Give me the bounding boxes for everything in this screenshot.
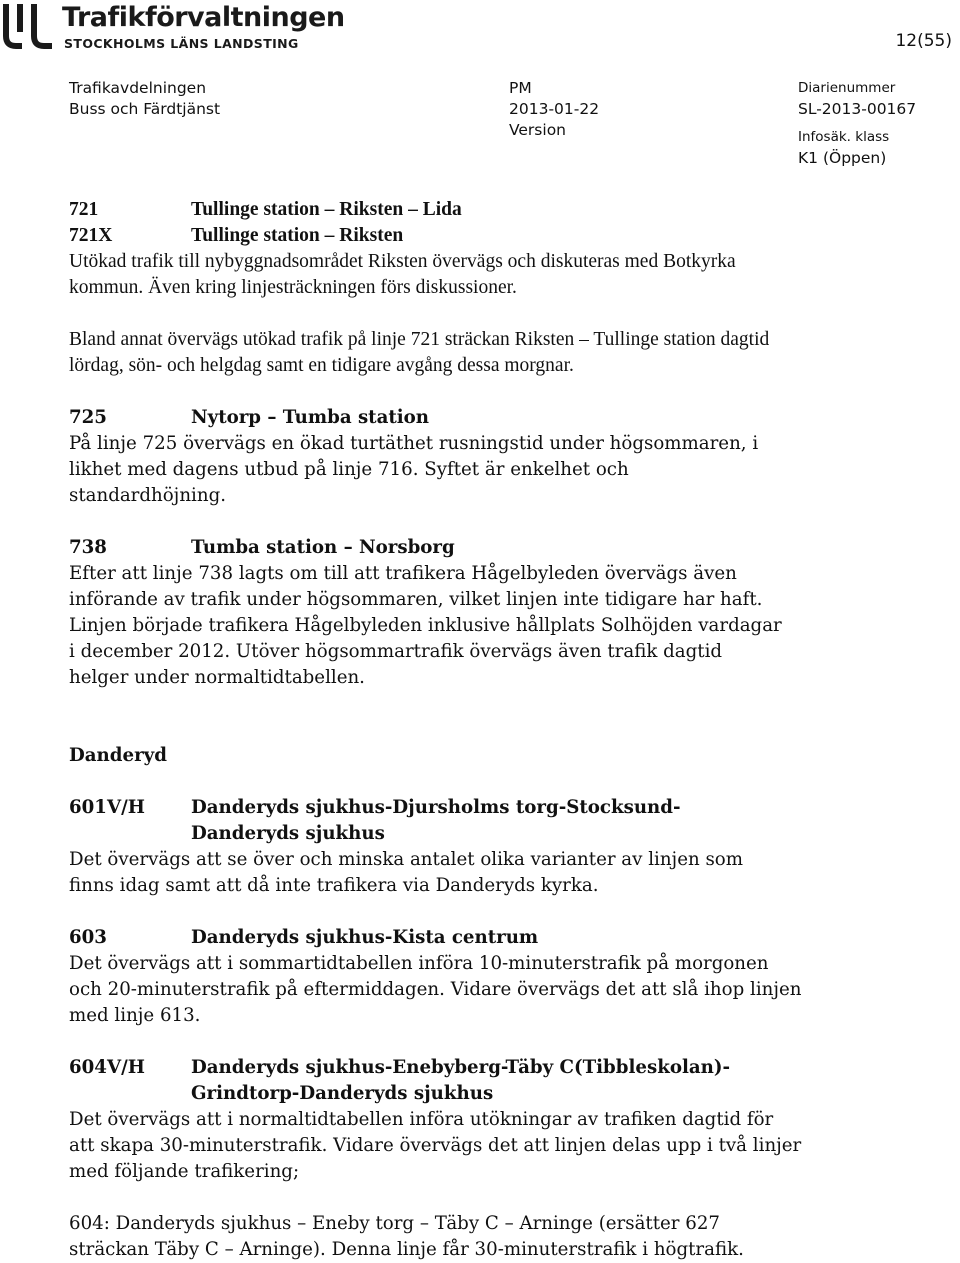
registry-label: Diarienummer <box>798 80 896 96</box>
route-heading-725 <box>69 405 929 431</box>
route-number: 721X <box>69 225 113 246</box>
route-name-line2: Grindtorp-Danderyds sjukhus <box>191 1083 494 1104</box>
paragraph: Bland annat övervägs utökad trafik på linje 721 sträckan Riksten – Tullinge station dagtid lördag, sön- och helgdag samt en tidigare avgång dessa morgnar. <box>69 329 770 376</box>
classification-label: Infosäk. klass <box>798 129 890 145</box>
route-name <box>191 1055 730 1107</box>
route-number: 738 <box>69 537 107 558</box>
header-document-info <box>509 78 599 141</box>
logo-subtitle: STOCKHOLMS LÄNS LANDSTING <box>64 36 299 51</box>
route-name-line2: Danderyds sjukhus <box>191 823 385 844</box>
paragraph: Utökad trafik till nybyggnadsområdet Riksten övervägs och diskuteras med Botkyrka kommun. Även kring linjesträckningen förs diskussioner. <box>69 251 736 298</box>
route-heading-604 <box>69 1055 929 1107</box>
header-department <box>69 78 220 120</box>
document-type: PM <box>509 79 532 97</box>
section-heading: Danderyd <box>69 745 167 766</box>
route-number: 603 <box>69 927 107 948</box>
route-number: 721 <box>69 199 99 220</box>
document-version: Version <box>509 121 566 139</box>
logo-mark-icon <box>2 2 54 50</box>
route-name: Nytorp – Tumba station <box>191 407 430 428</box>
document-body <box>69 197 929 1263</box>
route-heading-601 <box>69 795 929 847</box>
header-registry <box>798 78 916 169</box>
document-date: 2013-01-22 <box>509 100 600 118</box>
route-heading-721x <box>69 223 929 249</box>
paragraph: 604: Danderyds sjukhus – Eneby torg – Täby C – Arninge (ersätter 627 sträckan Täby C – Arninge). Denna linje får 30-minuterstrafik i högtrafik. <box>69 1213 744 1260</box>
paragraph: På linje 725 övervägs en ökad turtäthet rusningstid under högsommaren, i likhet med dagens utbud på linje 716. Syftet är enkelhet och standardhöjning. <box>69 433 759 506</box>
paragraph: Det övervägs att se över och minska antalet olika varianter av linjen som finns idag samt att då inte trafikera via Danderyds kyrka. <box>69 849 743 896</box>
route-number: 601V/H <box>69 797 145 818</box>
registry-number: SL-2013-00167 <box>798 100 917 118</box>
route-heading-603 <box>69 925 929 951</box>
route-name: Danderyds sjukhus-Kista centrum <box>191 927 539 948</box>
page-number: 12(55) <box>895 31 952 51</box>
route-name-line1: Danderyds sjukhus-Djursholms torg-Stocksund- <box>191 797 681 818</box>
paragraph: Efter att linje 738 lagts om till att trafikera Hågelbyleden övervägs även införande av trafik under högsommaren, vilket linjen inte tidigare har haft. Linjen började trafikera Hågelbyleden inklusive hållplats Solhöjden vardagar i december 2012. Utöver högsommartrafik övervägs även trafik dagtid helger under normaltidtabellen. <box>69 563 782 688</box>
classification-value: K1 (Öppen) <box>798 149 887 167</box>
route-name-line1: Danderyds sjukhus-Enebyberg-Täby C(Tibbleskolan)- <box>191 1057 731 1078</box>
logo-name: Trafikförvaltningen <box>62 2 345 33</box>
paragraph: Det övervägs att i normaltidtabellen införa utökningar av trafiken dagtid för att skapa 30-minuterstrafik. Vidare övervägs det att linjen delas upp i två linjer med följande trafikering; <box>69 1109 802 1182</box>
department-name: Trafikavdelningen <box>69 79 207 97</box>
unit-name: Buss och Färdtjänst <box>69 100 221 118</box>
paragraph: Det övervägs att i sommartidtabellen införa 10-minuterstrafik på morgonen och 20-minuterstrafik på eftermiddagen. Vidare övervägs det att slå ihop linjen med linje 613. <box>69 953 802 1026</box>
route-heading-738 <box>69 535 929 561</box>
route-name: Tumba station – Norsborg <box>191 537 455 558</box>
route-number: 604V/H <box>69 1057 145 1078</box>
route-name <box>191 795 681 847</box>
route-number: 725 <box>69 407 107 428</box>
route-name: Tullinge station – Riksten – Lida <box>191 199 462 220</box>
organization-logo <box>0 0 345 55</box>
route-heading-721 <box>69 197 929 223</box>
route-name: Tullinge station – Riksten <box>191 225 404 246</box>
